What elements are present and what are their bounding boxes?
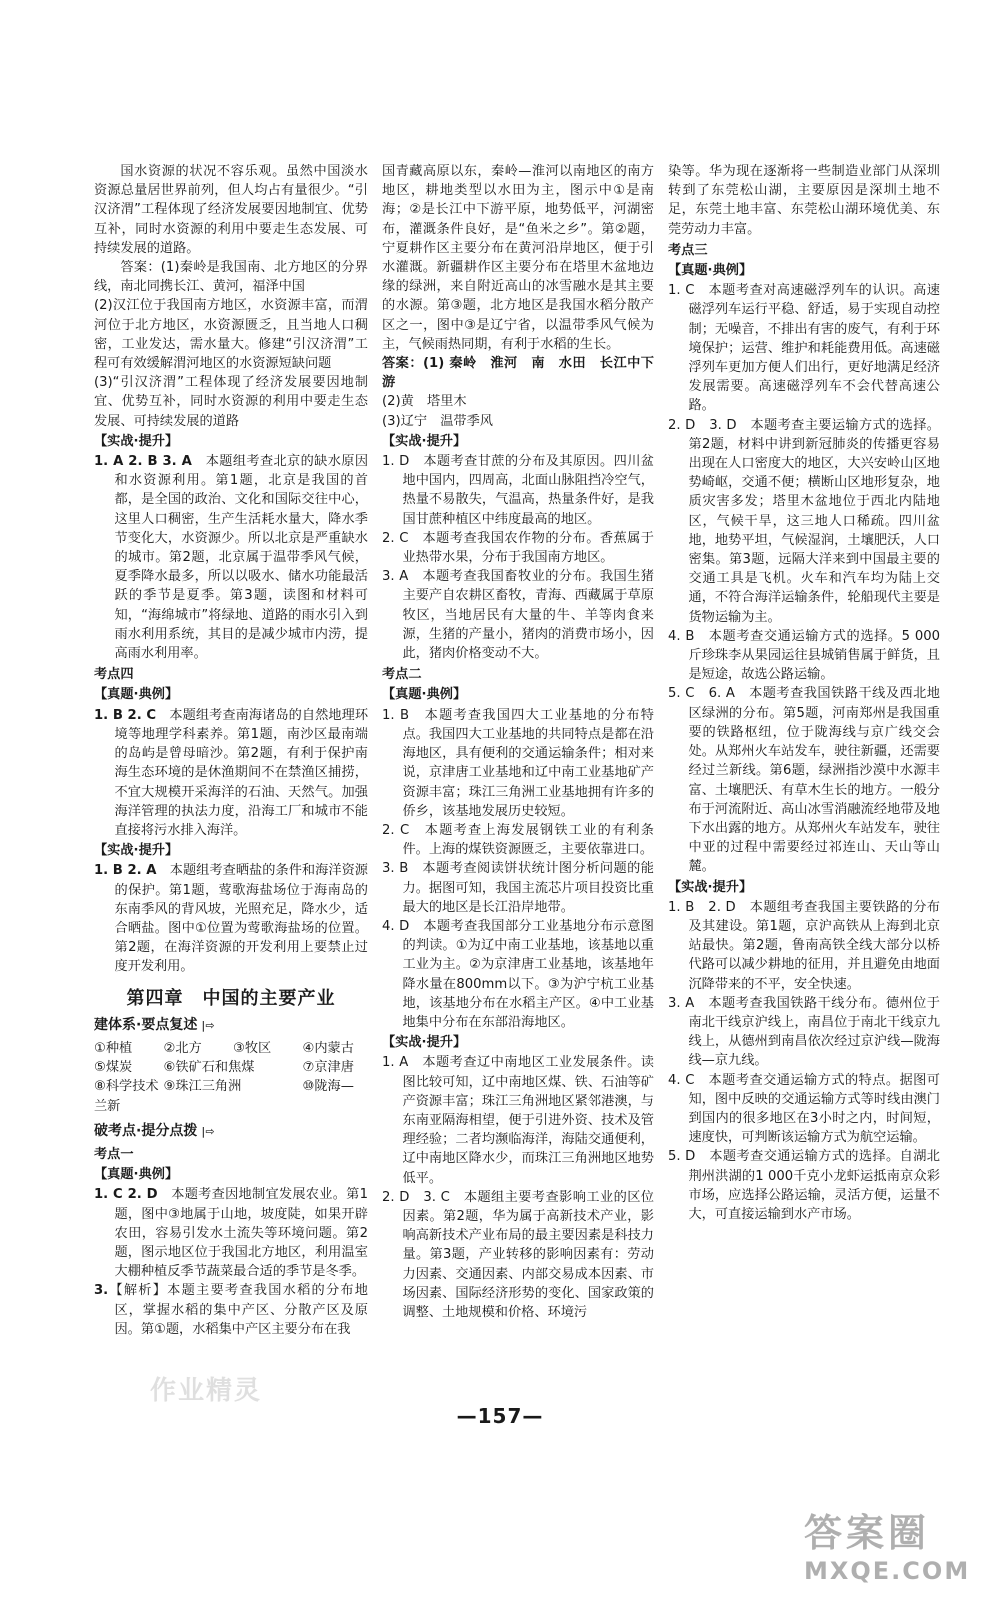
page-number: —157— <box>456 1404 544 1428</box>
question-number: 3. <box>94 1283 109 1299</box>
answer-keys: 1. B 2. C <box>94 707 157 723</box>
explanation-text: 本题组考查晒盐的条件和海洋资源的保护。第1题，莺歌海盐场位于海南岛的东南季风的背风坡，光照充足，降水少，适合晒盐。图中①位置为莺歌海盐场的位置。第2题，在海洋资源的开发利用上要禁止过度开发利用。 <box>114 863 368 975</box>
review-item: ⑦京津唐 <box>302 1060 354 1076</box>
question-block: 3. B 本题考查阅读饼状统计图分析问题的能力。据图可知，我国主流芯片项目投资比重最大的地区是长江沿岸地带。 <box>382 861 654 915</box>
kaodian-heading: 考点一 <box>94 1146 134 1162</box>
section-practice-heading: 【实战·提升】 <box>382 433 467 449</box>
review-item: ⑨珠江三角洲 <box>163 1079 242 1095</box>
review-list <box>94 1039 368 1116</box>
breakthrough-band <box>94 1122 368 1141</box>
explanation-text: 本题组考查北京的缺水原因和水资源利用。第1题，北京是我国的首都，是全国的政治、文化和国际交往中心，这里人口稠密，生产生活耗水量大，降水季节变化大，水资源少。所以北京是严重缺水的城市。第2题，北京属于温带季风气候，夏季降水最多，所以以吸水、储水功能最活跃的季节是夏季。第3题，读图和材料可知，“海绵城市”将绿地、道路的雨水引入到雨水利用系统，其目的是减少城市内涝，提高雨水利用率。 <box>114 454 369 662</box>
question-block: 5. D 本题考查交通运输方式的选择。自湖北荆州洪湖的1 000千克小龙虾运抵南京众彩市场，应选择公路运输，灵活方便，运量不大，可直接运输到水产市场。 <box>668 1149 940 1222</box>
question-block: 1. C 本题考查对高速磁浮列车的认识。高速磁浮列车运行平稳、舒适，易于实现自动控制；无噪音，不排出有害的废气，有利于环境保护；运营、维护和耗能费用低。高速磁浮列车更加方便人们出行，更好地满足经济发展需要。高速磁浮列车不会代替高速公路。 <box>668 283 940 414</box>
review-item: ⑧科学技术 <box>94 1079 159 1095</box>
arrow-right-icon: |⇨ <box>201 1018 215 1032</box>
question-block <box>94 452 368 663</box>
answer-keys: 1. C 2. D <box>94 1187 158 1203</box>
section-practice-heading: 【实战·提升】 <box>382 1035 467 1051</box>
kaodian-heading: 考点四 <box>94 667 134 683</box>
review-item: ⑩陇海— <box>302 1079 354 1095</box>
section-zhenti-heading: 【真题·典例】 <box>668 263 753 279</box>
question-block: 2. C 本题考查我国农作物的分布。香蕉属于业热带水果，分布于我国南方地区。 <box>382 530 654 566</box>
site-logo <box>804 1502 986 1590</box>
question-block: 1. B 本题考查我国四大工业基地的分布特点。我国四大工业基地的共同特点是都在沿海地区，具有便利的交通运输条件；相对来说，京津唐工业基地和辽中南工业基地矿产资源丰富；珠江三角洲工业基地拥有许多的侨乡，该基地发展历史较短。 <box>382 707 654 819</box>
question-block: 3. A 本题考查我国畜牧业的分布。我国生猪主要产自农耕区畜牧，青海、西藏属于草原牧区，当地居民有大量的牛、羊等肉食来源，生猪的产量小，猪肉的消费市场小，因此，猪肉价格变动不大。 <box>382 569 654 662</box>
answer-paragraph: 答案：(1)秦岭是我国南、北方地区的分界线，南北同携长江、黄河，福泽中国 <box>94 260 368 295</box>
review-band-label: 建体系·要点复述 <box>94 1016 198 1033</box>
question-block: 1. D 本题考查甘蔗的分布及其原因。四川盆地中国内，四周高，北面山脉阻挡冷空气，热量不易散失，气温高，热量条件好，是我国甘蔗种植区中纬度最高的地区。 <box>382 454 654 527</box>
review-band <box>94 1016 368 1035</box>
explanation-text: 本题组考查南海诸岛的自然地理环境等地理学科素养。第1题，南沙区最南端的岛屿是曾母暗沙。第2题，有利于保护南海生态环境的是休渔期间不在禁渔区捕捞，不宜大规模开采海洋的石油、天然气。加强海洋管理的执法力度，沿海工厂和城市不能直接将污水排入海洋。 <box>114 707 369 838</box>
question-block: 2. C 本题考查上海发展钢铁工业的有利条件。上海的煤铁资源匮乏，主要依靠进口。 <box>382 822 654 858</box>
kaodian-heading: 考点二 <box>382 667 422 683</box>
review-item: ④内蒙古 <box>302 1040 354 1056</box>
review-item: 兰新 <box>94 1098 121 1114</box>
question-block: 4. B 本题考查交通运输方式的选择。5 000斤珍珠李从果园运往县城销售属于鲜货，且是短途，故选公路运输。 <box>668 628 940 683</box>
watermark: 作业精灵 <box>150 1376 263 1406</box>
question-block: 5. C 6. A 本题考查我国铁路干线及西北地区绿洲的分布。第5题，河南郑州是我国重要的铁路枢纽，位于陇海线与京广线交会处。从郑州火车站发车，驶往新疆，还需要经过兰新线。第6题，绿洲指沙漠中水源丰富、土壤肥沃、有草木生长的地方。一般分布于河流附近、高山冰雪消融流经地带及地下水出露的地方。从郑州火车站发车，驶往中亚的过程中需要经过祁连山、天山等山麓。 <box>668 686 940 875</box>
answer-paragraph: (2)黄 塔里木 <box>382 394 467 410</box>
question-block: 1. A 本题考查辽中南地区工业发展条件。读图比较可知，辽中南地区煤、铁、石油等矿产资源丰富；珠江三角洲地区紧邻港澳，与东南亚隔海相望，便于引进外资、技术及管理经验；二者均濒临海洋，海陆交通便利，辽中南地区降水少，而珠江三角洲地区地势低平。 <box>382 1055 654 1186</box>
question-block <box>94 861 368 976</box>
logo-domain: MXQE.COM <box>804 1557 971 1585</box>
answer-paragraph: (3)“引汉济渭”工程体现了经济发展要因地制宜、优势互补，同时水资源的利用中要走生态发展、可持续发展的道路 <box>94 375 368 429</box>
review-item: ③牧区 <box>233 1040 272 1056</box>
intro-paragraph: 国水资源的状况不容乐观。虽然中国淡水资源总量居世界前列，但人均占有量很少。“引汉济渭”工程体现了经济发展要因地制宜、优势互补，同时水资源的利用中要走生态发展、可持续发展的道路。 <box>94 164 368 256</box>
answer-paragraph: (3)辽宁 温带季风 <box>382 413 493 429</box>
explanation-text: 【解析】本题主要考查我国水稻的分布地区，掌握水稻的集中产区、分散产区及原因。第①题，水稻集中产区主要分布在我 <box>108 1283 368 1337</box>
explanation-paragraph: 国青藏高原以东，秦岭—淮河以南地区的南方地区，耕地类型以水田为主，图示中①是南海；②是长江中下游平原，地势低平，河湖密布，灌溉条件良好，是“鱼米之乡”。第②题，宁夏耕作区主要分布在黄河沿岸地区，便于引水灌溉。新疆耕作区主要分布在塔里木盆地边缘的绿洲，来自附近高山的冰雪融水是其主要的水源。第③题，北方地区是我国水稻分散产区之一，图中③是辽宁省，以温带季风气候为主，气候雨热同期，有利于水稻的生长。 <box>382 164 654 352</box>
question-block <box>94 1185 368 1281</box>
logo-title: 答案圈 <box>804 1511 931 1555</box>
section-zhenti-heading: 【真题·典例】 <box>94 1167 179 1183</box>
section-practice-heading: 【实战·提升】 <box>94 433 179 449</box>
question-block: 4. C 本题考查交通运输方式的特点。据图可知，图中反映的交通运输方式等时线由澳门到国内的很多地区在3小时之内，时间短，速度快，可判断该运输方式为航空运输。 <box>668 1072 940 1146</box>
review-item: ⑤煤炭 <box>94 1060 133 1076</box>
question-block: 2. D 3. D 本题考查主要运输方式的选择。第2题，材料中讲到新冠肺炎的传播更容易出现在人口密度大的地区，大兴安岭山区地势崎岖，交通不便；横断山区地形复杂，地质灾害多发；塔里木盆地位于西北内陆地区，气候干旱，这三地人口稀疏。四川盆地，地势平坦，气候湿润，土壤肥沃，人口密集。第3题，远隔大洋来到中国最主要的交通工具是飞机。火车和汽车均为陆上交通，不符合海洋运输条件，轮船现代主要是货物运输为主。 <box>668 417 940 625</box>
question-block: 2. D 3. C 本题组主要考查影响工业的区位因素。第2题，华为属于高新技术产业，影响高新技术产业布局的最主要因素是科技力量。第3题，产业转移的影响因素有：劳动力因素、交通因素、内部交易成本因素、市场因素、国际经济形势的变化、国家政策的调整、土地规模和价格、环境污 <box>382 1189 654 1320</box>
breakthrough-band-label: 破考点·提分点拨 <box>94 1122 198 1139</box>
question-block: 3. A 本题考查我国铁路干线分布。德州位于南北干线京沪线上，南昌位于南北干线京九线上，从德州到南昌依次经过京沪线—陇海线—京九线。 <box>668 995 940 1069</box>
review-item: ②北方 <box>163 1040 202 1056</box>
answer-keys: 1. A 2. B 3. A <box>94 454 192 470</box>
review-item: ①种植 <box>94 1040 133 1056</box>
column-left <box>94 162 368 1339</box>
explanation-text: 本题考查因地制宜发展农业。第1题，图中③地属于山地，坡度陡，如果开辟农田，容易引发水土流失等环境问题。第2题，图示地区位于我国北方地区，利用温室大棚种植反季节蔬菜最合适的季节是冬季。 <box>114 1187 368 1280</box>
question-block: 4. D 本题考查我国部分工业基地分布示意图的判读。①为辽中南工业基地，该基地以重工业为主。②为京津唐工业基地，该基地年降水量在800mm以下。③为沪宁杭工业基地，该基地分布在水稻主产区。④中工业基地集中分布在东部沿海地区。 <box>382 918 654 1030</box>
column-right <box>668 162 940 1224</box>
question-block <box>94 706 368 840</box>
question-block: 1. B 2. D 本题组考查我国主要铁路的分布及其建设。第1题，京沪高铁从上海到北京站最快。第2题，鲁南高铁全线大部分以桥代路可以减少耕地的征用，并且避免由地面沉降带来的不平，安全快速。 <box>668 899 940 992</box>
answer-keys: 1. B 2. A <box>94 863 157 879</box>
column-middle <box>382 162 654 1322</box>
explanation-paragraph: 染等。华为现在逐渐将一些制造业部门从深圳转到了东莞松山湖，主要原因是深圳土地不足，东莞土地丰富、东莞松山湖环境优美、东莞劳动力丰富。 <box>668 164 940 237</box>
section-zhenti-heading: 【真题·典例】 <box>94 687 179 703</box>
chapter-title: 第四章 中国的主要产业 <box>126 987 336 1009</box>
question-block <box>94 1281 368 1339</box>
section-zhenti-heading: 【真题·典例】 <box>382 687 467 703</box>
answer-paragraph: 答案：(1) 秦岭 淮河 南 水田 长江中下游 <box>382 356 654 391</box>
answer-paragraph: (2)汉江位于我国南方地区，水资源丰富，而渭河位于北方地区，水资源匮乏，且当地人口稠密，工业发达，需水量大。修建“引汉济渭”工程可有效缓解渭河地区的水资源短缺问题 <box>94 298 368 372</box>
arrow-right-icon: |⇨ <box>201 1124 215 1138</box>
section-practice-heading: 【实战·提升】 <box>94 843 179 859</box>
section-practice-heading: 【实战·提升】 <box>668 879 753 895</box>
kaodian-heading: 考点三 <box>668 242 708 258</box>
review-item: ⑥铁矿石和焦煤 <box>163 1060 255 1076</box>
